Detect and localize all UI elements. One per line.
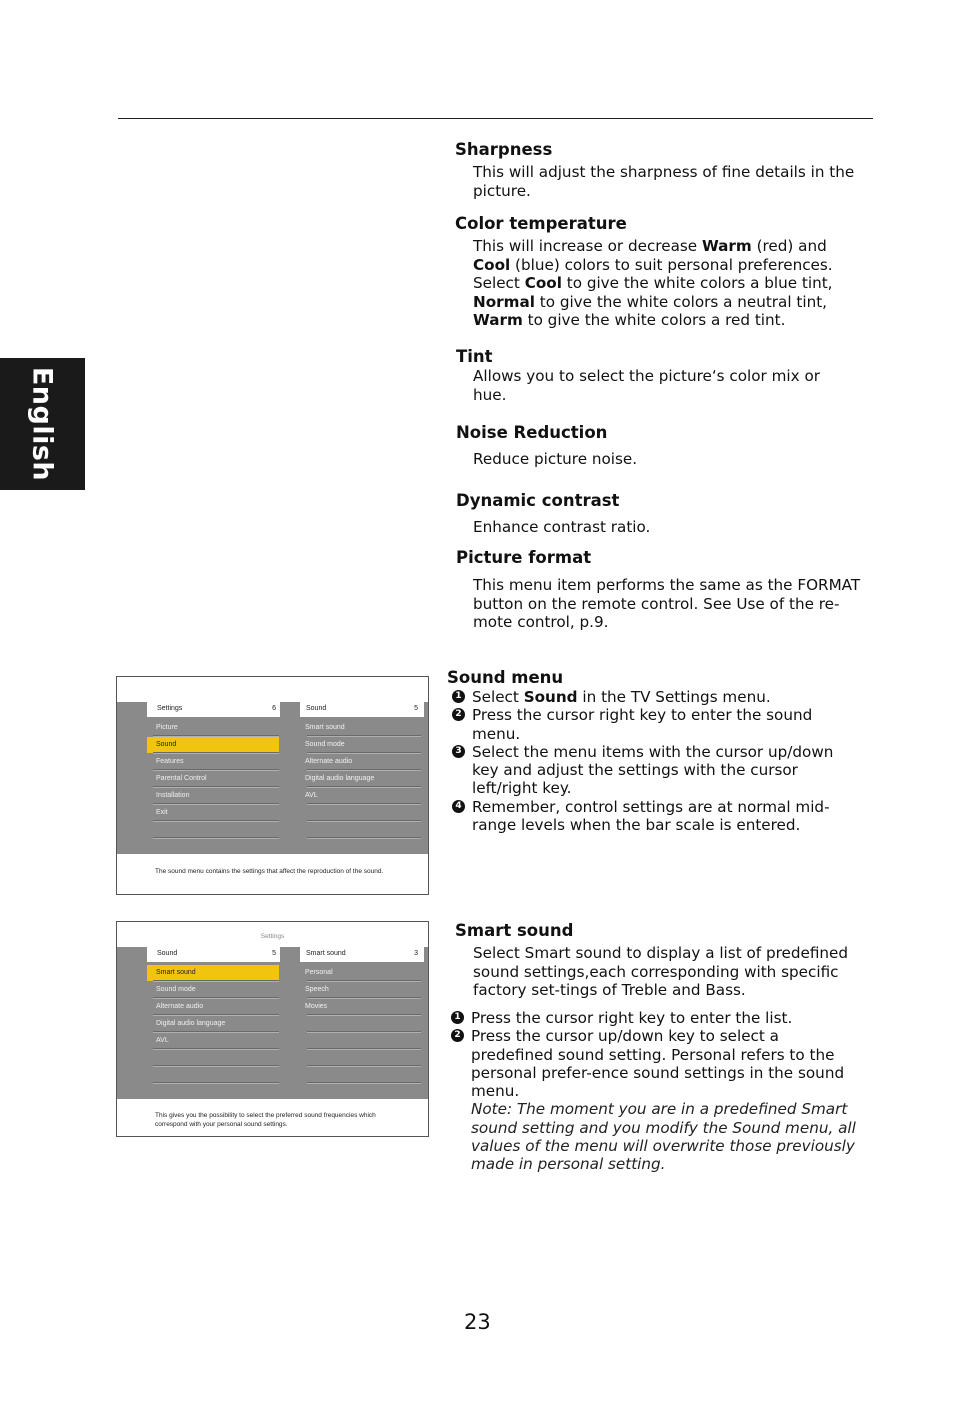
- smart-sound-heading: Smart sound: [455, 921, 574, 940]
- smart-sound-steps: [451, 1009, 856, 1174]
- right-menu-item: Movies: [305, 1003, 328, 1010]
- row-divider: [153, 837, 279, 839]
- left-menu-item: Sound: [156, 741, 177, 748]
- row-divider: [307, 1014, 421, 1016]
- left-menu-item: AVL: [156, 1037, 169, 1044]
- left-menu-item: Features: [156, 758, 184, 765]
- right-header-label: Sound: [306, 705, 327, 712]
- row-divider: [153, 820, 279, 822]
- row-divider: [307, 786, 421, 788]
- text-run: Select: [472, 688, 524, 706]
- step-number-badge: 4: [452, 800, 465, 813]
- row-divider: [307, 1048, 421, 1050]
- row-divider: [153, 1065, 279, 1067]
- smart-sound-menu-screenshot: [116, 921, 429, 1137]
- tint-text: Allows you to select the picture‘s color mix or hue.: [473, 367, 820, 404]
- step-item: [452, 688, 862, 706]
- bold-term: Normal: [473, 292, 535, 311]
- text-run: to give the white colors a red tint.: [522, 311, 786, 329]
- sound-menu-screenshot: [116, 676, 429, 895]
- dynamic-contrast-text: Enhance contrast ratio.: [473, 518, 651, 536]
- row-divider: [153, 1031, 279, 1033]
- step-number-badge: 1: [452, 690, 465, 703]
- left-menu-item: Exit: [156, 809, 168, 816]
- row-divider: [307, 997, 421, 999]
- row-divider: [153, 1048, 279, 1050]
- row-divider: [153, 786, 279, 788]
- left-menu-item: Digital audio language: [156, 1020, 226, 1027]
- row-divider: [307, 980, 421, 982]
- row-divider: [307, 752, 421, 754]
- step-number-badge: 3: [452, 745, 465, 758]
- right-header-label: Smart sound: [306, 950, 346, 957]
- right-menu-item: Alternate audio: [305, 758, 353, 765]
- left-menu-item: Parental Control: [156, 775, 207, 782]
- picture-format-text: This menu item performs the same as the FORMAT button on the remote control. See Use of the re-mote control, p.9.: [473, 576, 861, 631]
- row-divider: [153, 735, 279, 737]
- bold-term: Sound: [523, 688, 578, 706]
- row-divider: [307, 1031, 421, 1033]
- left-header-count: 6: [272, 705, 276, 712]
- left-header-label: Settings: [157, 705, 183, 712]
- row-divider: [153, 997, 279, 999]
- row-divider: [307, 735, 421, 737]
- color-temperature-text: [473, 237, 858, 330]
- color-temperature-heading: Color temperature: [455, 214, 627, 233]
- step-number-badge: 2: [452, 708, 465, 721]
- text-run: Press the cursor right key to enter the sound menu.: [472, 706, 813, 743]
- text-run: Select the menu items with the cursor up/down key and adjust the settings with the cursor left/right key.: [472, 742, 834, 798]
- right-header-count: 3: [414, 950, 418, 957]
- row-divider: [153, 980, 279, 982]
- text-run: to give the white colors a blue tint,: [561, 274, 833, 292]
- text-run: to give the white colors a neutral tint,: [534, 292, 827, 311]
- left-menu-item: Alternate audio: [156, 1003, 204, 1010]
- picture-format-heading: Picture format: [456, 548, 592, 567]
- noise-reduction-text: Reduce picture noise.: [473, 450, 638, 468]
- right-menu-item: Sound mode: [305, 741, 345, 748]
- right-menu-item: Speech: [305, 986, 329, 993]
- noise-reduction-heading: Noise Reduction: [456, 423, 608, 442]
- sound-menu-heading: Sound menu: [447, 668, 564, 687]
- step-item: [451, 1027, 856, 1100]
- step-number-badge: 1: [451, 1011, 464, 1024]
- row-divider: [307, 769, 421, 771]
- top-rule: [118, 118, 873, 119]
- row-divider: [153, 752, 279, 754]
- right-menu-item: Digital audio language: [305, 775, 375, 782]
- step-text: Press the cursor right key to enter the list.: [471, 1009, 793, 1027]
- language-tab-label: English: [26, 366, 58, 482]
- dynamic-contrast-heading: Dynamic contrast: [456, 491, 620, 510]
- right-header-count: 5: [414, 705, 418, 712]
- left-column-header: [147, 947, 280, 962]
- bold-term: Cool: [473, 255, 511, 274]
- menu1-footer: The sound menu contains the settings that affect the reproduction of the sound.: [155, 868, 384, 875]
- left-header-label: Sound: [157, 950, 178, 957]
- row-divider: [307, 803, 421, 805]
- smart-sound-note: Note: The moment you are in a predefined Smart sound setting and you modify the Sound menu, all values of the menu will overwrite those previously made in personal setting.: [471, 1100, 856, 1174]
- text-run: (blue) colors to suit personal preferences. Select: [473, 255, 833, 292]
- menu2-footer: This gives you the possibility to select the preferred sound frequencies which correspond with your personal sound settings.: [155, 1112, 376, 1128]
- step-number-badge: 2: [451, 1029, 464, 1042]
- tint-heading: Tint: [456, 347, 493, 366]
- row-divider: [307, 1082, 421, 1084]
- language-tab: [0, 358, 85, 490]
- step-item: [452, 743, 862, 798]
- bold-term: Cool: [524, 274, 562, 292]
- right-column-header: [300, 702, 424, 717]
- right-menu-item: Smart sound: [305, 724, 345, 731]
- text-run: This will increase or decrease: [473, 237, 702, 255]
- bold-term: Warm: [701, 237, 752, 255]
- step-item: [452, 706, 862, 743]
- left-menu-item: Picture: [156, 724, 178, 731]
- row-divider: [153, 1082, 279, 1084]
- row-divider: [307, 820, 421, 822]
- right-menu-item: Personal: [305, 969, 333, 976]
- row-divider: [307, 1065, 421, 1067]
- sharpness-text: This will adjust the sharpness of fine details in the picture.: [473, 163, 855, 200]
- left-header-count: 5: [272, 950, 276, 957]
- sharpness-heading: Sharpness: [455, 140, 553, 159]
- bold-term: Warm: [473, 311, 523, 329]
- left-column-header: [147, 702, 280, 717]
- text-run: (red) and: [751, 237, 827, 255]
- step-item: [451, 1009, 856, 1027]
- step-item: [452, 798, 862, 835]
- step-text: Press the cursor up/down key to select a predefined sound setting. Personal refers to the personal prefer-ence sound settings in the sound menu.: [471, 1027, 845, 1101]
- left-menu-item: Smart sound: [156, 969, 196, 976]
- text-run: Remember, control settings are at normal mid-range levels when the bar scale is entered.: [472, 797, 830, 835]
- text-run: in the TV Settings menu.: [577, 688, 771, 706]
- row-divider: [153, 1014, 279, 1016]
- left-menu-item: Installation: [156, 792, 190, 799]
- row-divider: [153, 769, 279, 771]
- menu2-title: Settings: [260, 933, 285, 940]
- left-menu-item: Sound mode: [156, 986, 196, 993]
- right-menu-item: AVL: [305, 792, 318, 799]
- smart-sound-text: Select Smart sound to display a list of predefined sound settings,each corresponding with specific factory set-tings of Treble and Bass.: [473, 944, 848, 999]
- row-divider: [153, 803, 279, 805]
- right-column-header: [300, 947, 424, 962]
- page-number: 23: [464, 1310, 491, 1334]
- sound-menu-steps: [452, 688, 862, 834]
- row-divider: [307, 837, 421, 839]
